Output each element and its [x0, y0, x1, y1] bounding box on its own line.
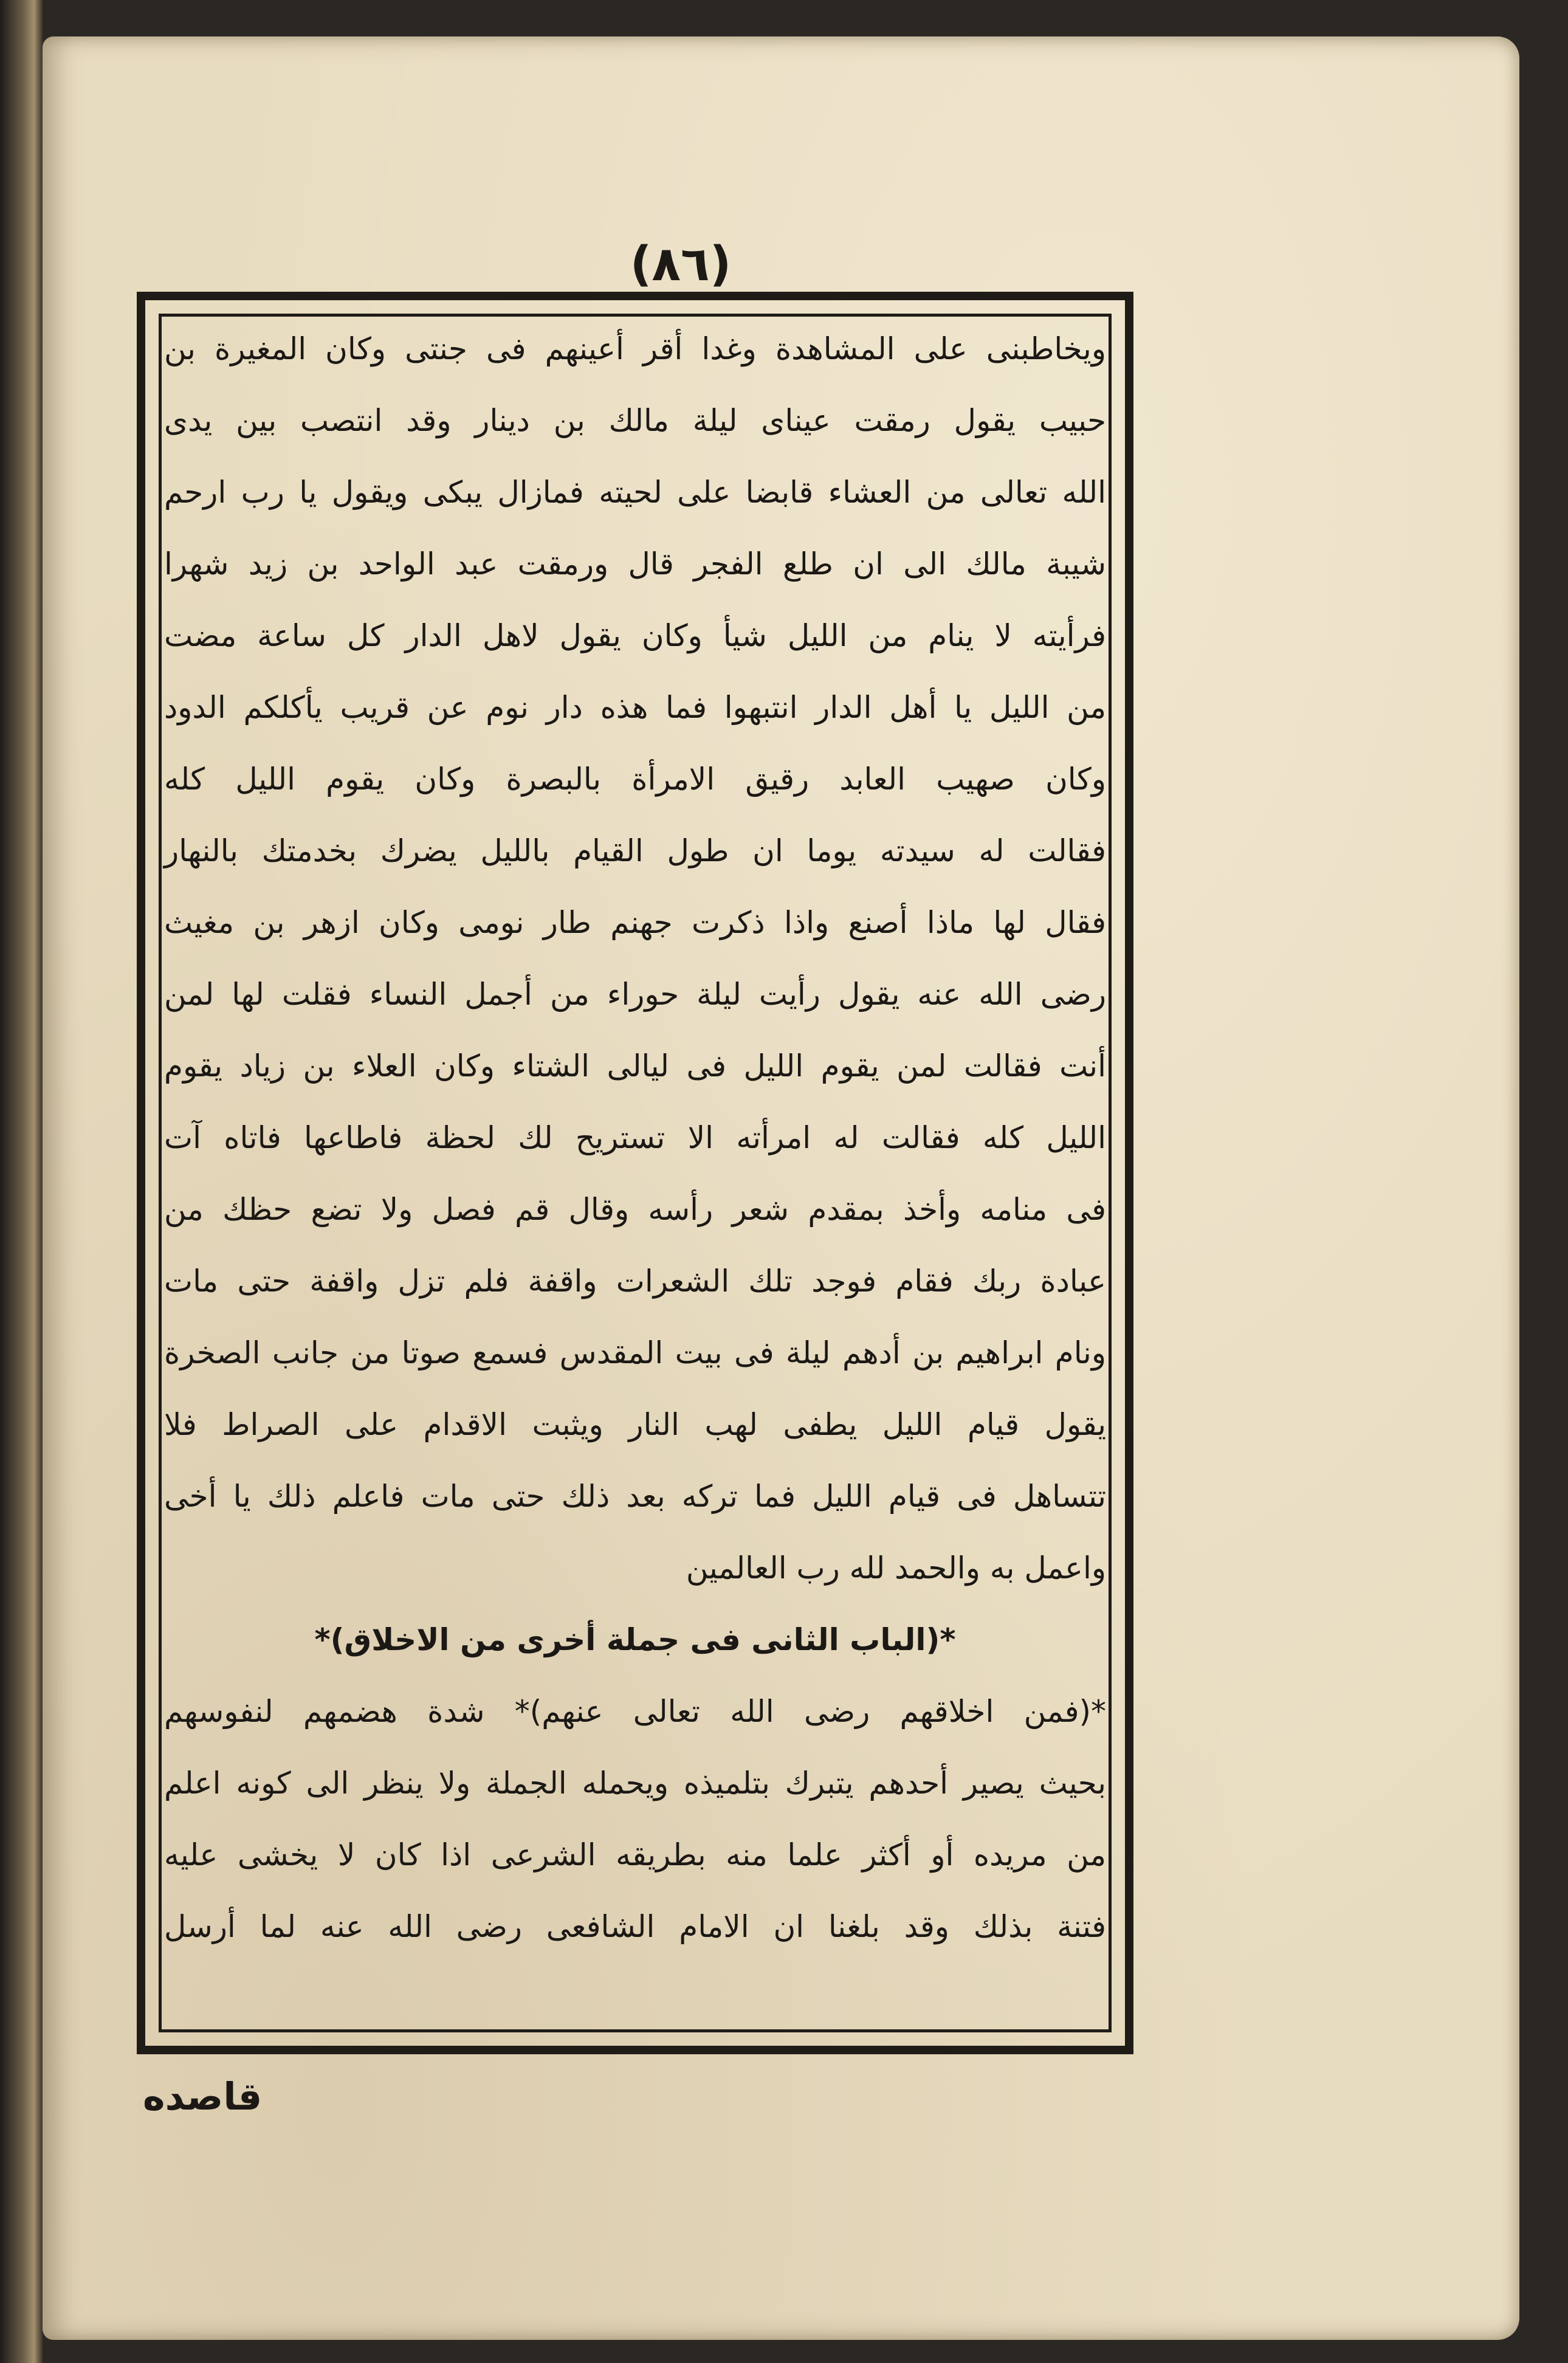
text-line: تتساهل فى قيام الليل فما تركه بعد ذلك حتى مات فاعلم ذلك يا أخى — [164, 1479, 1106, 1514]
text-body — [152, 313, 1118, 1962]
text-line: فقالت له سيدته يوما ان طول القيام بالليل يضرك بخدمتك بالنهار — [164, 833, 1106, 868]
text-line: الله تعالى من العشاء قابضا على لحيته فمازال يبكى ويقول يا رب ارحم — [164, 475, 1106, 510]
text-line: أنت فقالت لمن يقوم الليل فى ليالى الشتاء وكان العلاء بن زياد يقوم — [164, 1048, 1106, 1084]
text-line: يقول قيام الليل يطفى لهب النار ويثبت الاقدام على الصراط فلا — [164, 1407, 1106, 1442]
text-line: وكان صهيب العابد رقيق الامرأة بالبصرة وكان يقوم الليل كله — [164, 762, 1106, 797]
catchword: قاصده — [143, 2074, 263, 2119]
text-line: فرأيته لا ينام من الليل شيأ وكان يقول لاهل الدار كل ساعة مضت — [164, 618, 1106, 653]
text-line: من الليل يا أهل الدار انتبهوا فما هذه دار نوم عن قريب يأكلكم الدود — [164, 690, 1106, 725]
text-line: من مريده أو أكثر علما منه بطريقه الشرعى اذا كان لا يخشى عليه — [164, 1837, 1106, 1873]
text-line: ويخاطبنى على المشاهدة وغدا أقر أعينهم فى جنتى وكان المغيرة بن — [164, 331, 1106, 366]
adjacent-page-edge — [0, 0, 43, 2363]
text-line: عبادة ربك فقام فوجد تلك الشعرات واقفة فلم تزل واقفة حتى مات — [164, 1264, 1106, 1299]
text-line: *(فمن اخلاقهم رضى الله تعالى عنهم)* شدة هضمهم لنفوسهم — [164, 1694, 1106, 1729]
text-line: رضى الله عنه يقول رأيت ليلة حوراء من أجمل النساء فقلت لها لمن — [164, 977, 1106, 1012]
text-line: الليل كله فقالت له امرأته الا تستريح لك لحظة فاطاعها فاتاه آت — [164, 1120, 1106, 1155]
text-line: فتنة بذلك وقد بلغنا ان الامام الشافعى رضى الله عنه لما أرسل — [164, 1909, 1106, 1944]
text-line: واعمل به والحمد لله رب العالمين — [686, 1550, 1106, 1586]
text-line: حبيب يقول رمقت عيناى ليلة مالك بن دينار وقد انتصب بين يدى — [164, 403, 1106, 438]
text-line: شيبة مالك الى ان طلع الفجر قال ورمقت عبد الواحد بن زيد شهرا — [164, 546, 1106, 582]
text-line: بحيث يصير أحدهم يتبرك بتلميذه ويحمله الجملة ولا ينظر الى كونه اعلم — [164, 1766, 1106, 1801]
text-line: ونام ابراهيم بن أدهم ليلة فى بيت المقدس فسمع صوتا من جانب الصخرة — [164, 1335, 1106, 1371]
chapter-heading: *(الباب الثانى فى جملة أخرى من الاخلاق)* — [314, 1622, 956, 1657]
text-line: فى منامه وأخذ بمقدم شعر رأسه وقال قم فصل ولا تضع حظك من — [164, 1192, 1106, 1227]
text-line: فقال لها ماذا أصنع واذا ذكرت جهنم طار نومى وكان ازهر بن مغيث — [164, 905, 1106, 940]
page-number: (٨٦) — [630, 237, 732, 292]
